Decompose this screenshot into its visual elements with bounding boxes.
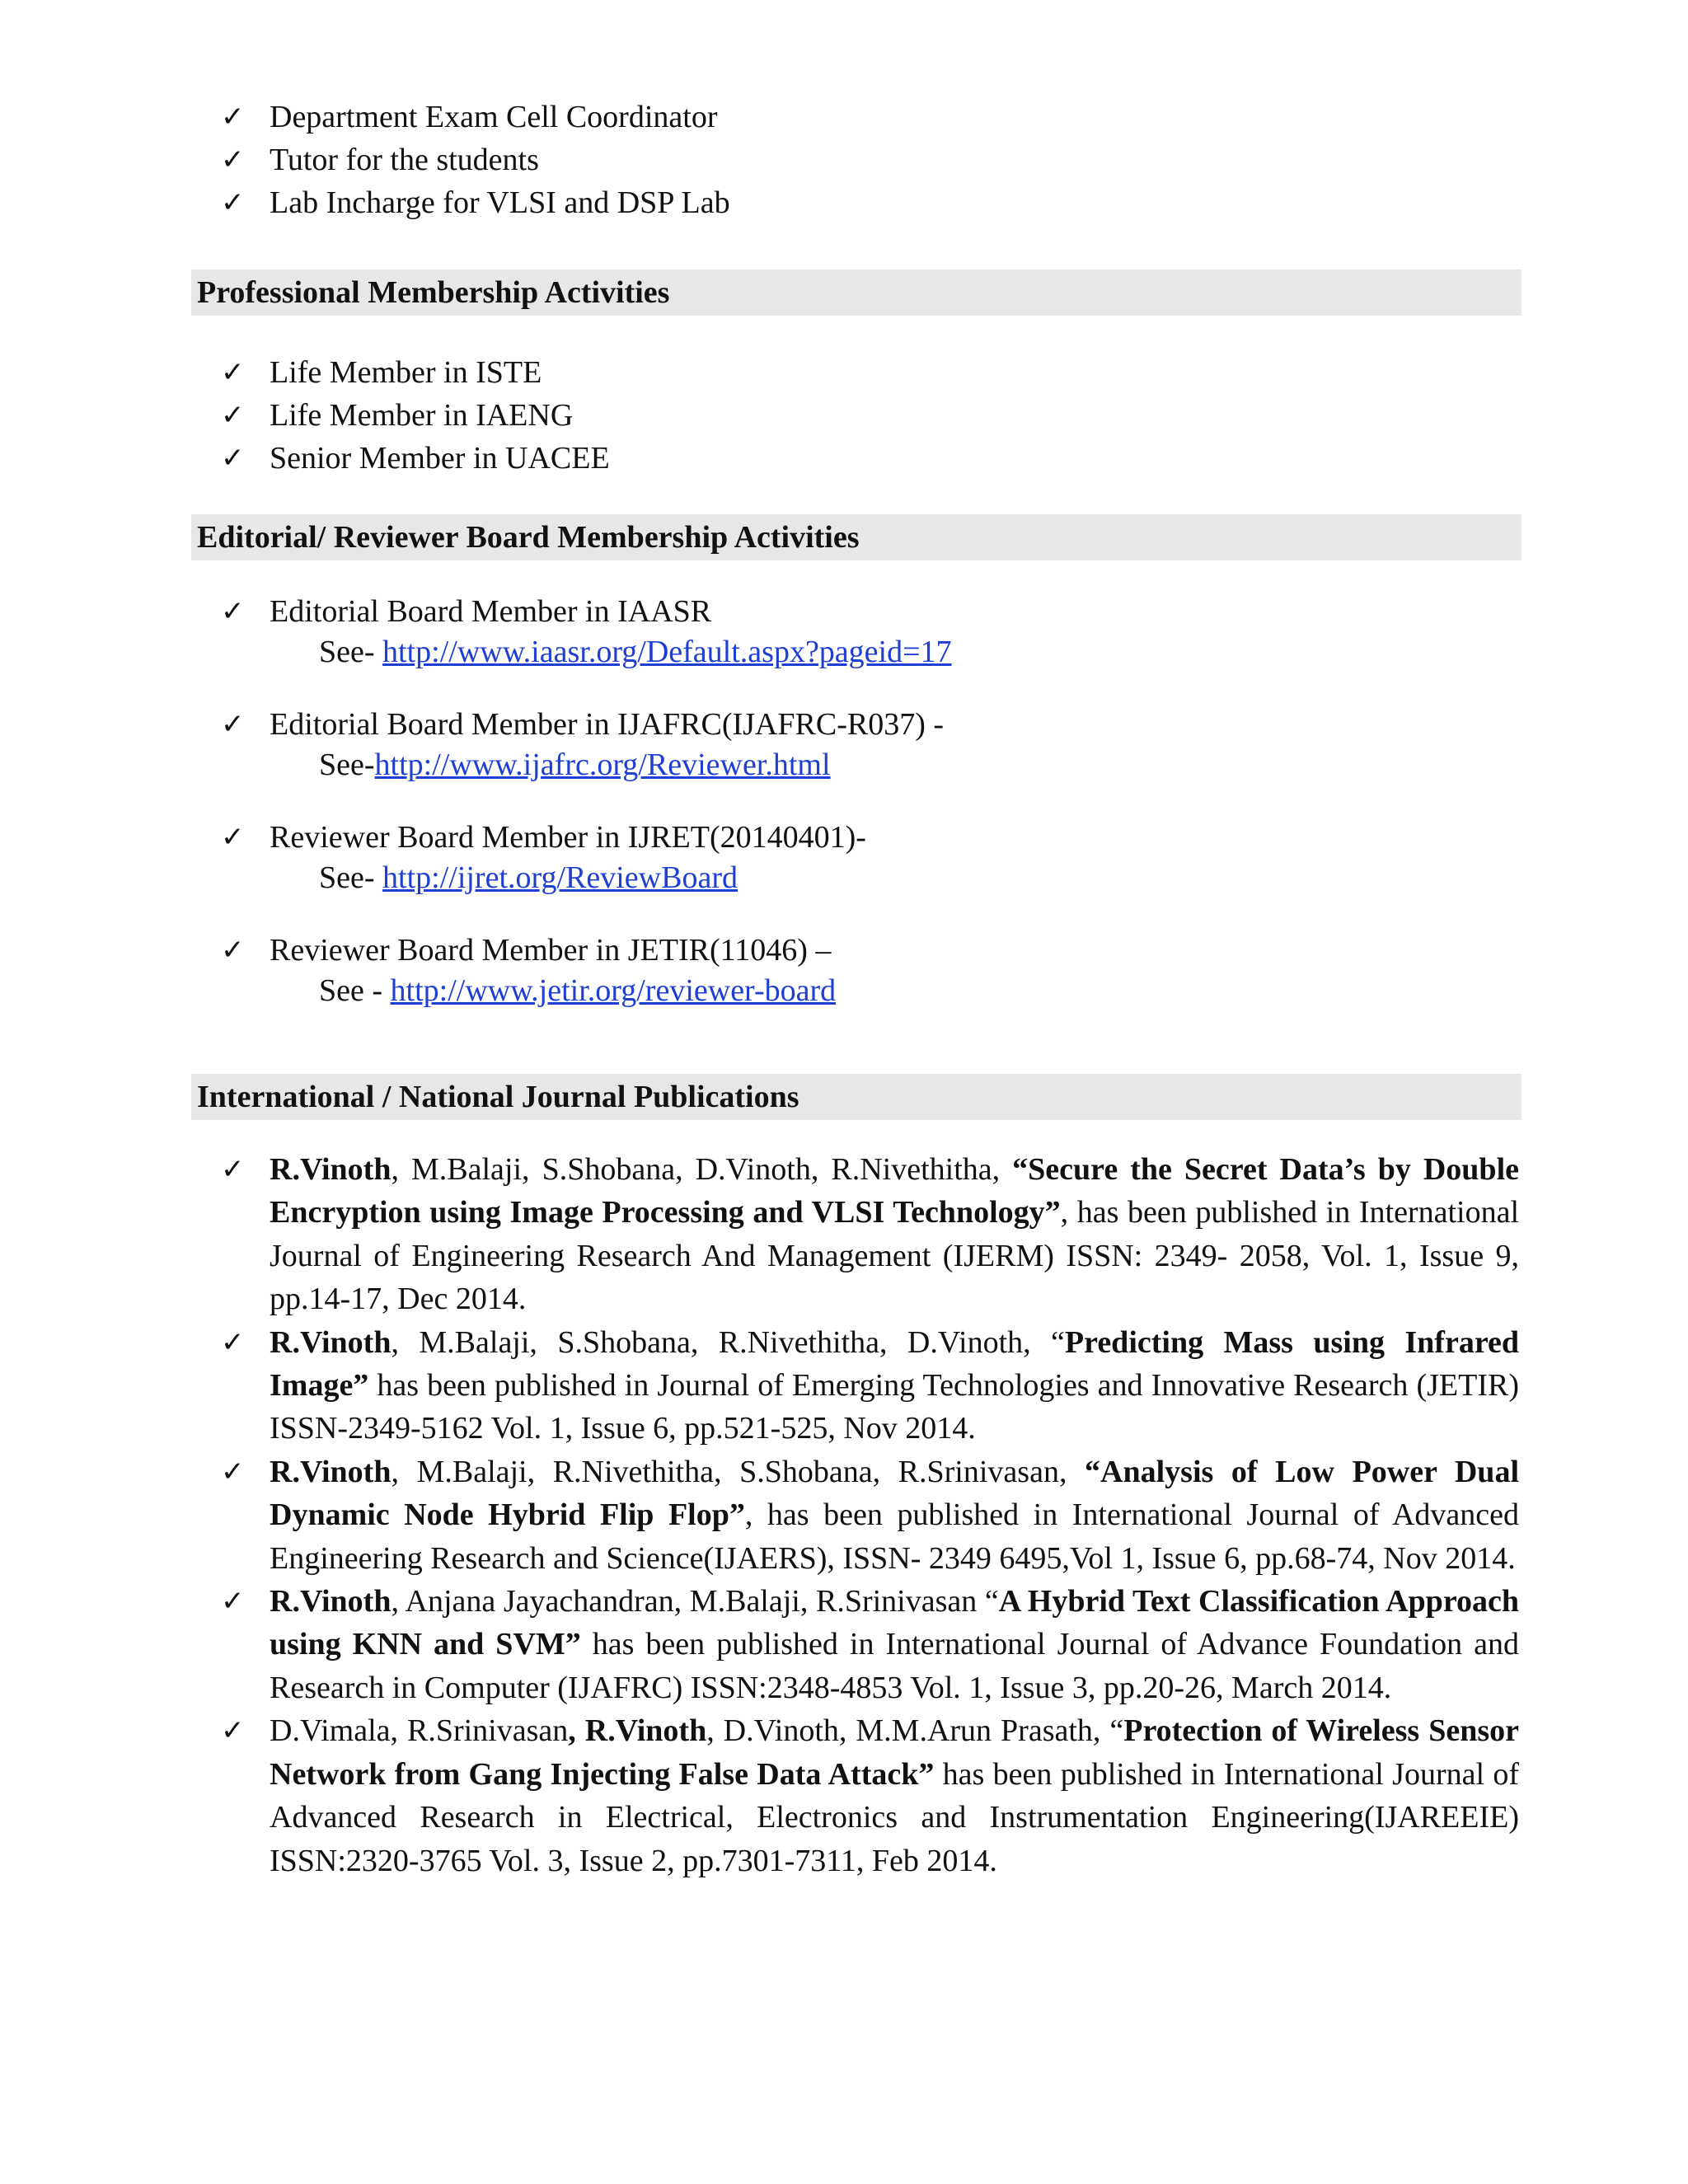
list-item-text: Reviewer Board Member in JETIR(11046) – [270,933,832,968]
reference-link[interactable]: http://ijret.org/ReviewBoard [382,860,738,895]
checkmark-icon: ✓ [221,186,245,219]
list-item [0,437,610,480]
list-item-text: Senior Member in UACEE [270,441,610,476]
see-label: See - [319,973,391,1008]
list-item [0,181,730,224]
lead-author: R.Vinoth [270,1454,392,1489]
checkmark-icon: ✓ [221,1325,245,1359]
list-item [0,929,836,972]
paper-title: Protection of Wireless Sensor Network from Gang Injecting False Data Attack” [270,1713,1519,1792]
list-item [0,816,866,859]
paper-title: Predicting Mass using Infrared Image” [270,1324,1520,1404]
lead-author: R.Vinoth [270,1152,392,1187]
checkmark-icon: ✓ [221,1585,245,1619]
checkmark-icon: ✓ [221,821,245,854]
paper-title: “Secure the Secret Data’s by Double Encryption using Image Processing and VLSI Technology” [270,1152,1519,1230]
section-heading-professional: Professional Membership Activities [191,269,1522,316]
publication-details: , has been published in International Journal of Engineering Research And Management (IJERM) ISSN: 2349- 2058, Vol. 1, Issue 9, pp.14-17, Dec 2014. [270,1195,1519,1317]
checkmark-icon: ✓ [221,934,245,967]
publication-entry [221,1148,1519,1321]
checkmark-icon: ✓ [221,101,245,134]
list-item [0,351,610,394]
list-item-text: Tutor for the students [270,143,539,177]
paper-title: A Hybrid Text Classification Approach using KNN and SVM” [270,1584,1519,1662]
list-item-text: Department Exam Cell Coordinator [270,100,718,134]
professional-membership-list [0,351,610,480]
list-item-text: Life Member in IAENG [270,398,574,433]
list-item [0,703,944,746]
publication-details: has been published in International Journal of Advance Foundation and Research in Computer (IJAFRC) ISSN:2348-4853 Vol. 1, Issue 3, pp.20-26, March 2014. [270,1627,1519,1705]
list-item-text: Life Member in ISTE [270,355,542,390]
checkmark-icon: ✓ [221,708,245,741]
co-authors: D.Vimala, R.Srinivasan [270,1713,569,1749]
checkmark-icon: ✓ [221,595,245,628]
reference-link[interactable]: http://www.jetir.org/reviewer-board [390,973,837,1008]
publication-details: has been published in Journal of Emerging Technologies and Innovative Research (JETIR) ISSN-2349-5162 Vol. 1, Issue 6, pp.521-525, Nov 2014. [270,1368,1519,1446]
co-authors: , M.Balaji, S.Shobana, D.Vinoth, R.Nivethitha, [391,1152,1013,1187]
list-item [0,590,952,633]
see-label: See- [319,860,383,895]
section-heading-publications: International / National Journal Publications [191,1074,1522,1120]
checkmark-icon: ✓ [221,399,245,432]
publication-entry [221,1321,1520,1451]
publication-details: , has been published in International Journal of Advanced Engineering Research and Science(IJAERS), ISSN- 2349 6495,Vol 1, Issue 6, pp.68-74, Nov 2014. [270,1497,1519,1576]
list-item-text: Editorial Board Member in IJAFRC(IJAFRC-R037) - [270,707,945,742]
see-reference [0,972,836,1010]
see-reference [0,859,866,897]
paper-title: “Analysis of Low Power Dual Dynamic Node Hybrid Flip Flop” [270,1454,1520,1533]
list-item [0,394,610,437]
checkmark-icon: ✓ [221,1153,245,1186]
editorial-entry [0,590,952,671]
publication-entry [221,1709,1519,1882]
list-item-text: Reviewer Board Member in IJRET(20140401)- [270,820,866,855]
reference-link[interactable]: http://www.iaasr.org/Default.aspx?pageid=17 [382,635,952,669]
co-authors: , M.Balaji, S.Shobana, R.Nivethitha, D.Vinoth, “ [391,1324,1065,1360]
editorial-entry [0,703,944,784]
checkmark-icon: ✓ [221,356,245,389]
see-reference [0,746,944,784]
publication-details: has been published in International Journal of Advanced Research in Electrical, Electronics and Instrumentation Engineering(IJAREEIE) ISSN:2320-3765 Vol. 3, Issue 2, pp.7301-7311, Feb 2014. [270,1756,1519,1878]
editorial-entry [0,816,866,897]
list-item [0,96,730,138]
see-label: See- [319,748,375,782]
co-authors: , Anjana Jayachandran, M.Balaji, R.Srinivasan “ [391,1584,999,1619]
responsibilities-list [0,96,730,224]
list-item [0,138,730,181]
co-authors: , D.Vinoth, M.M.Arun Prasath, “ [706,1713,1124,1749]
see-label: See- [319,635,383,669]
list-item-text: Lab Incharge for VLSI and DSP Lab [270,185,730,220]
publication-entry [221,1451,1520,1580]
reference-link[interactable]: http://www.ijafrc.org/Reviewer.html [374,748,831,782]
checkmark-icon: ✓ [221,1714,245,1748]
checkmark-icon: ✓ [221,1455,245,1488]
lead-author: , R.Vinoth [568,1713,707,1749]
editorial-entry [0,929,836,1010]
checkmark-icon: ✓ [221,442,245,475]
see-reference [0,633,952,671]
section-heading-editorial: Editorial/ Reviewer Board Membership Activities [191,514,1522,560]
lead-author: R.Vinoth [270,1584,392,1619]
co-authors: , M.Balaji, R.Nivethitha, S.Shobana, R.Srinivasan, [391,1454,1085,1489]
list-item-text: Editorial Board Member in IAASR [270,594,712,629]
publication-entry [221,1580,1519,1709]
publications-list [0,1148,1519,1882]
checkmark-icon: ✓ [221,143,245,176]
lead-author: R.Vinoth [270,1324,392,1360]
